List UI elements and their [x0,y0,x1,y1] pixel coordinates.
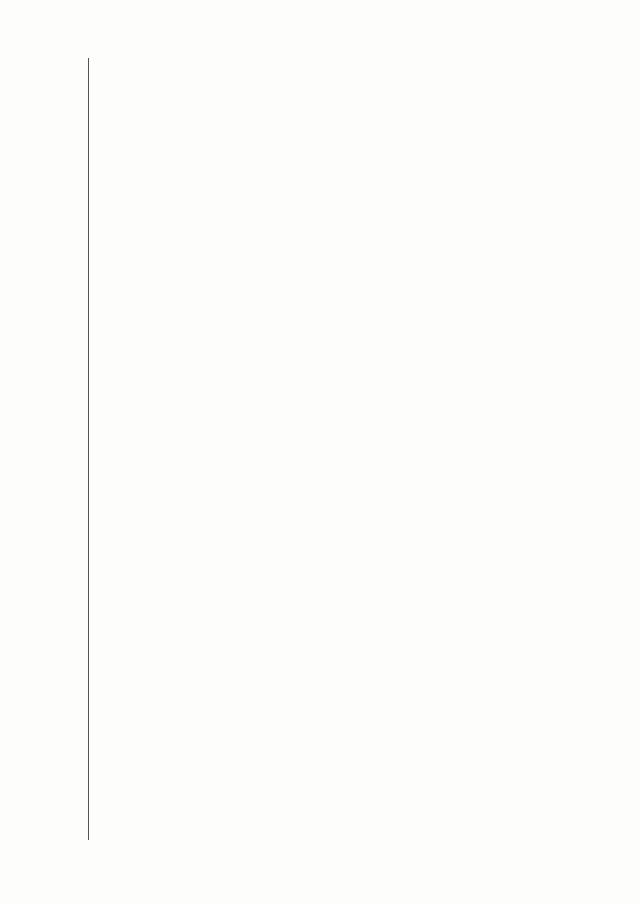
coordinates-table [88,58,601,840]
